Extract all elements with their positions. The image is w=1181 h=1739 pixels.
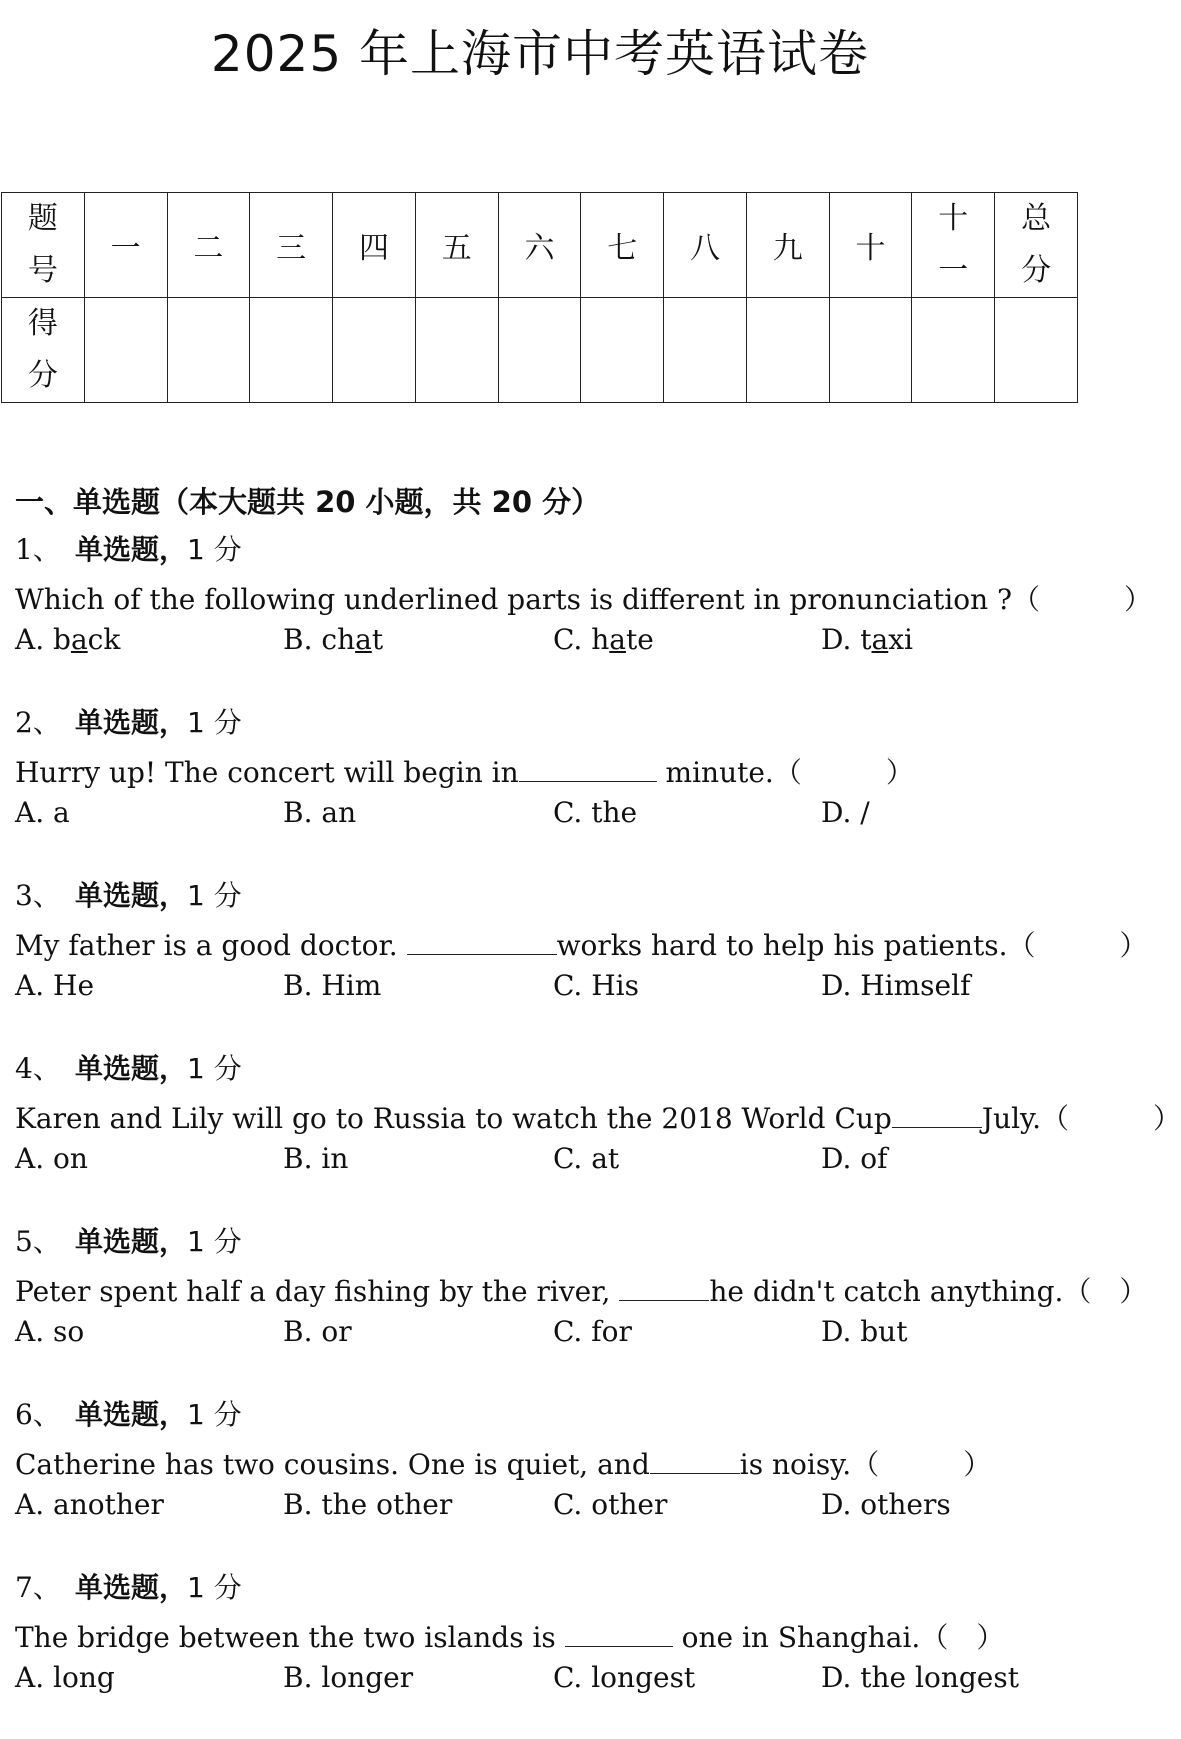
score-table-header-cell: 三 [250, 193, 333, 298]
question-number: 6、 [15, 1398, 61, 1431]
option-d[interactable]: D. but [821, 1315, 908, 1348]
score-cell[interactable] [415, 298, 498, 403]
question-points: 1 分 [187, 706, 242, 739]
options-row [15, 966, 1065, 1006]
score-table-header-cell: 十 [829, 193, 912, 298]
options-row [15, 1139, 1065, 1179]
question-points: 1 分 [187, 1225, 242, 1258]
answer-blank[interactable] [619, 1272, 709, 1301]
option-b[interactable]: B. longer [283, 1661, 414, 1694]
score-cell[interactable] [84, 298, 167, 403]
score-table-header-cell [2, 193, 85, 298]
option-d[interactable]: D. Himself [821, 969, 971, 1002]
question-number: 7、 [15, 1571, 61, 1604]
question-header [15, 1049, 1065, 1089]
score-label: 得 分 [27, 306, 58, 393]
question-points: 1 分 [187, 1571, 242, 1604]
question-header [15, 876, 1065, 916]
option-b[interactable]: B. the other [283, 1488, 453, 1521]
option-a[interactable]: A. long [15, 1661, 115, 1694]
question-7 [15, 1568, 1065, 1698]
option-d[interactable]: D. of [821, 1142, 888, 1175]
answer-blank[interactable] [650, 1445, 740, 1474]
score-cell[interactable] [167, 298, 250, 403]
option-c[interactable]: C. at [553, 1142, 620, 1175]
option-c[interactable]: C. other [553, 1488, 668, 1521]
score-cell[interactable] [829, 298, 912, 403]
score-cell[interactable] [995, 298, 1078, 403]
options-row [15, 793, 1065, 833]
score-table-score-row [2, 298, 1078, 403]
option-c[interactable]: C. hate [553, 623, 654, 656]
options-row [15, 620, 1065, 660]
header-label-eleven: 十 一 [938, 201, 969, 288]
score-table-header-cell: 六 [498, 193, 581, 298]
option-a[interactable]: A. another [15, 1488, 164, 1521]
question-stem: Which of the following underlined parts is different in pronunciation ?（ ） [15, 583, 1153, 616]
question-type: 单选题， [75, 706, 188, 739]
question-2 [15, 703, 1065, 833]
question-header [15, 1568, 1065, 1608]
section-heading: 一、单选题（本大题共 20 小题，共 20 分） [15, 485, 601, 519]
option-a[interactable]: A. so [15, 1315, 85, 1348]
question-number: 4、 [15, 1052, 61, 1085]
option-c[interactable]: C. longest [553, 1661, 696, 1694]
score-cell[interactable] [912, 298, 995, 403]
option-d[interactable]: D. / [821, 796, 870, 829]
option-a[interactable]: A. on [15, 1142, 88, 1175]
answer-blank[interactable] [565, 1618, 673, 1647]
question-points: 1 分 [187, 533, 242, 566]
score-table-header-cell: 二 [167, 193, 250, 298]
option-d[interactable]: D. the longest [821, 1661, 1019, 1694]
score-cell[interactable] [333, 298, 416, 403]
score-cell[interactable] [664, 298, 747, 403]
question-points: 1 分 [187, 879, 242, 912]
score-table-row-label [2, 298, 85, 403]
question-4 [15, 1049, 1181, 1179]
question-stem: Peter spent half a day fishing by the river, he didn't catch anything.（ ） [15, 1272, 1065, 1312]
question-points: 1 分 [187, 1052, 242, 1085]
question-type: 单选题， [75, 533, 188, 566]
question-number: 3、 [15, 879, 61, 912]
question-type: 单选题， [75, 1398, 188, 1431]
answer-blank[interactable] [519, 753, 657, 782]
option-c[interactable]: C. the [553, 796, 638, 829]
question-type: 单选题， [75, 879, 188, 912]
question-1 [15, 530, 1153, 660]
question-5 [15, 1222, 1148, 1352]
score-table-header-cell: 四 [333, 193, 416, 298]
option-b[interactable]: B. chat [283, 623, 384, 656]
question-stem: My father is a good doctor. works hard to help his patients.（ ） [15, 926, 1065, 966]
question-3 [15, 876, 1148, 1006]
question-header [15, 1395, 1065, 1435]
option-b[interactable]: B. an [283, 796, 357, 829]
question-type: 单选题， [75, 1052, 188, 1085]
option-c[interactable]: C. His [553, 969, 639, 1002]
question-number: 1、 [15, 533, 61, 566]
question-6 [15, 1395, 1065, 1525]
question-type: 单选题， [75, 1571, 188, 1604]
score-table-header-cell: 八 [664, 193, 747, 298]
question-type: 单选题， [75, 1225, 188, 1258]
question-number: 2、 [15, 706, 61, 739]
question-stem: Catherine has two cousins. One is quiet, and is noisy.（ ） [15, 1445, 1065, 1485]
score-table [1, 192, 1078, 403]
question-number: 5、 [15, 1225, 61, 1258]
question-header [15, 703, 1065, 743]
header-label-question-number: 题 号 [27, 201, 58, 288]
option-d[interactable]: D. others [821, 1488, 951, 1521]
question-stem: Karen and Lily will go to Russia to watch the 2018 World Cup July.（ ） [15, 1099, 1065, 1139]
question-stem: The bridge between the two islands is one in Shanghai.（ ） [15, 1618, 1065, 1658]
option-a[interactable]: A. He [15, 969, 95, 1002]
header-label-total: 总 分 [1021, 201, 1052, 288]
option-b[interactable]: B. in [283, 1142, 349, 1175]
options-row [15, 1658, 1065, 1698]
options-row [15, 1312, 1065, 1352]
option-b[interactable]: B. Him [283, 969, 382, 1002]
option-a[interactable]: A. back [15, 623, 121, 656]
question-points: 1 分 [187, 1398, 242, 1431]
score-table-header-cell: 五 [415, 193, 498, 298]
question-header [15, 530, 1065, 570]
option-c[interactable]: C. for [553, 1315, 632, 1348]
answer-blank[interactable] [892, 1099, 982, 1128]
question-stem: Hurry up! The concert will begin in minute.（ ） [15, 753, 1065, 793]
score-cell[interactable] [746, 298, 829, 403]
score-table-header-cell: 九 [746, 193, 829, 298]
score-cell[interactable] [581, 298, 664, 403]
option-b[interactable]: B. or [283, 1315, 352, 1348]
option-d[interactable]: D. taxi [821, 623, 913, 656]
score-table-header-row [2, 193, 1078, 298]
score-table-header-cell [912, 193, 995, 298]
score-cell[interactable] [498, 298, 581, 403]
answer-blank[interactable] [407, 926, 557, 955]
question-header [15, 1222, 1065, 1262]
score-table-header-cell: 一 [84, 193, 167, 298]
option-a[interactable]: A. a [15, 796, 70, 829]
options-row [15, 1485, 1065, 1525]
score-cell[interactable] [250, 298, 333, 403]
score-table-header-cell [995, 193, 1078, 298]
score-table-header-cell: 七 [581, 193, 664, 298]
page-title: 2025 年上海市中考英语试卷 [210, 25, 870, 83]
